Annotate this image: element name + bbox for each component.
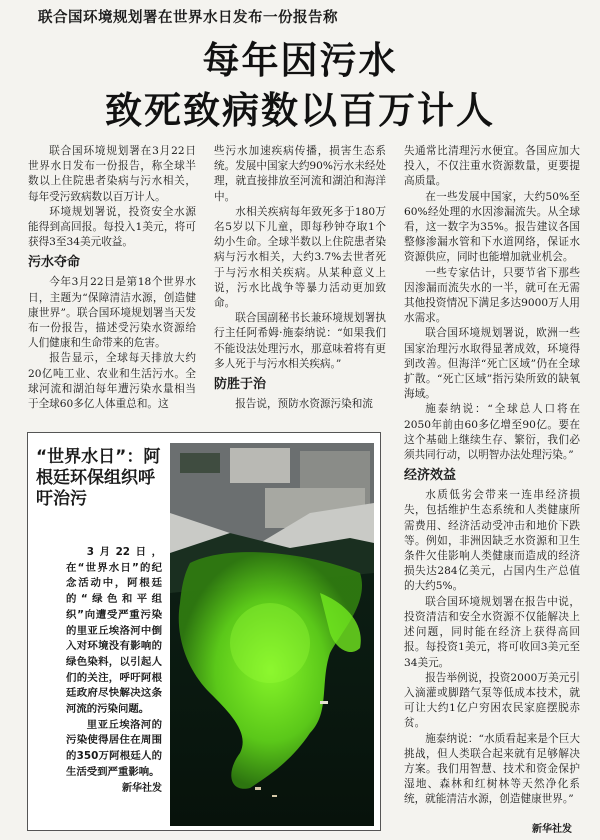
paragraph: 联合国环境规划署说，欧洲一些国家治理污水取得显著成效，环境得到改善。但海洋“死亡区域”仍在全球扩散。“死亡区域”指污染所致的缺氧海域。 — [404, 327, 580, 401]
paragraph: 里亚丘埃洛河的污染使得居住在周围的350万阿根廷人的生活受到严重影响。 — [66, 718, 162, 778]
paragraph: 报告说，预防水资源污染和流 — [235, 398, 373, 411]
paragraph: 一些专家估计，只要节省下那些因渗漏而流失水的一半，就可在无需其他投资情况下满足多达9000万人用水需求。 — [404, 266, 580, 325]
paragraph: 联合国环境规划署在报告中说，投资清洁和安全水资源不仅能解决上述问题，同时能在经济上获得高回报。每投资1美元，将可收回3美元至34美元。 — [404, 595, 580, 669]
paragraph: 报告举例说，投资2000万美元引入滴灌或脚踏气泵等低成本技术，就可让大约1亿户穷困农民家庭摆脱赤贫。 — [404, 671, 580, 730]
kicker-headline: 联合国环境规划署在世界水日发布一份报告称 — [38, 10, 338, 26]
box-caption — [66, 545, 162, 796]
paragraph: 联合国副秘书长兼环境规划署执行主任阿希姆·施泰纳说：“如果我们不能设法处理污水，那意味着将有更多人死于与污水相关疾病。” — [214, 312, 386, 370]
aerial-photo-green-river — [170, 443, 374, 826]
paragraph: 今年3月22日是第18个世界水日，主题为“保障清洁水源，创造健康世界”。联合国环境规划署当天发布一份报告，描述受污染水资源给人们健康和生命带来的危害。 — [28, 276, 196, 350]
article-column-3 — [404, 144, 580, 808]
article-column-1 — [28, 144, 196, 412]
paragraph: 些污水加速疾病传播，损害生态系统。发展中国家大约90%污水未经处理，就直接排放至河流和湖泊和海洋中。 — [214, 145, 386, 203]
headline-line-1: 每年因污水 — [202, 39, 398, 82]
subheading: 经济效益 — [404, 468, 457, 484]
paragraph: 施泰纳说：“全球总人口将在2050年前由60多亿增至90亿。要在这个基础上继续生存、繁衍，我们必须共同行动，以明智办法处理污染。” — [404, 403, 580, 462]
paragraph: 报告显示，全球每天排放大约20亿吨工业、农业和生活污水。全球河流和湖泊每年遭污染水量相当于全球60多亿人体重总和。这 — [28, 352, 196, 411]
paragraph: 失通常比清理污水便宜。各国应加大投入，不仅注重水资源数量，更要提高质量。 — [404, 145, 580, 188]
paragraph: 施泰纳说：“水质看起来是个巨大挑战，但人类联合起来就有足够解决方案。我们用智慧、技术和资金保护湿地、森林和红树林等天然净化系统，就能清洁水源，创造健康世界。” — [404, 732, 580, 806]
paragraph: 在一些发展中国家，大约50%至60%经处理的水因渗漏流失。从全球看，这一数字为35%。报告建议各国整修渗漏水管和下水道网络，保证水资源供应，同时也能增加就业机会。 — [404, 190, 580, 264]
paragraph: 水质低劣会带来一连串经济损失，包括维护生态系统和人类健康所需费用、经济活动受冲击和地价下跌等。例如，非洲因缺乏水资源和卫生条件欠佳影响人类健康而造成的经济损失达284亿美元，占国内生产总值的大约5%。 — [404, 489, 580, 593]
subheading: 防胜于治 — [214, 377, 267, 393]
paragraph: 水相关疾病每年致死多于180万名5岁以下儿童，即每秒钟夺取1个幼小生命。全球半数以上住院患者染病与污水相关，大约3.7%去世者死于与污水相关疾病。从某种意义上说，污水比战争等暴力活动更加致命。 — [214, 205, 386, 310]
paragraph: 联合国环境规划署在3月22日世界水日发布一份报告，称全球半数以上住院患者染病与污水相关，每年受污致病数以百万计人。 — [28, 145, 196, 203]
photo-credit: 新华社发 — [532, 824, 572, 835]
box-headline: “世界水日”：阿根廷环保组织呼吁治污 — [36, 447, 161, 509]
subheading: 污水夺命 — [28, 255, 81, 271]
paragraph: 环境规划署说，投资安全水源能得到高回报。每投入1美元，将可获得3至34美元收益。 — [28, 205, 196, 249]
paragraph: 3月22日，在“世界水日”的纪念活动中，阿根廷的“绿色和平组织”向遭受严重污染的里亚丘埃洛河中倒入对环境没有影响的绿色染料，以引起人们的关注，呼吁阿根廷政府尽快解决这条河流的污染问题。 — [66, 546, 162, 716]
headline-line-2: 致死致病数以百万计人 — [105, 89, 495, 132]
photo-news-box — [27, 432, 381, 831]
photo-credit: 新华社发 — [122, 782, 162, 794]
article-column-2 — [214, 144, 386, 412]
